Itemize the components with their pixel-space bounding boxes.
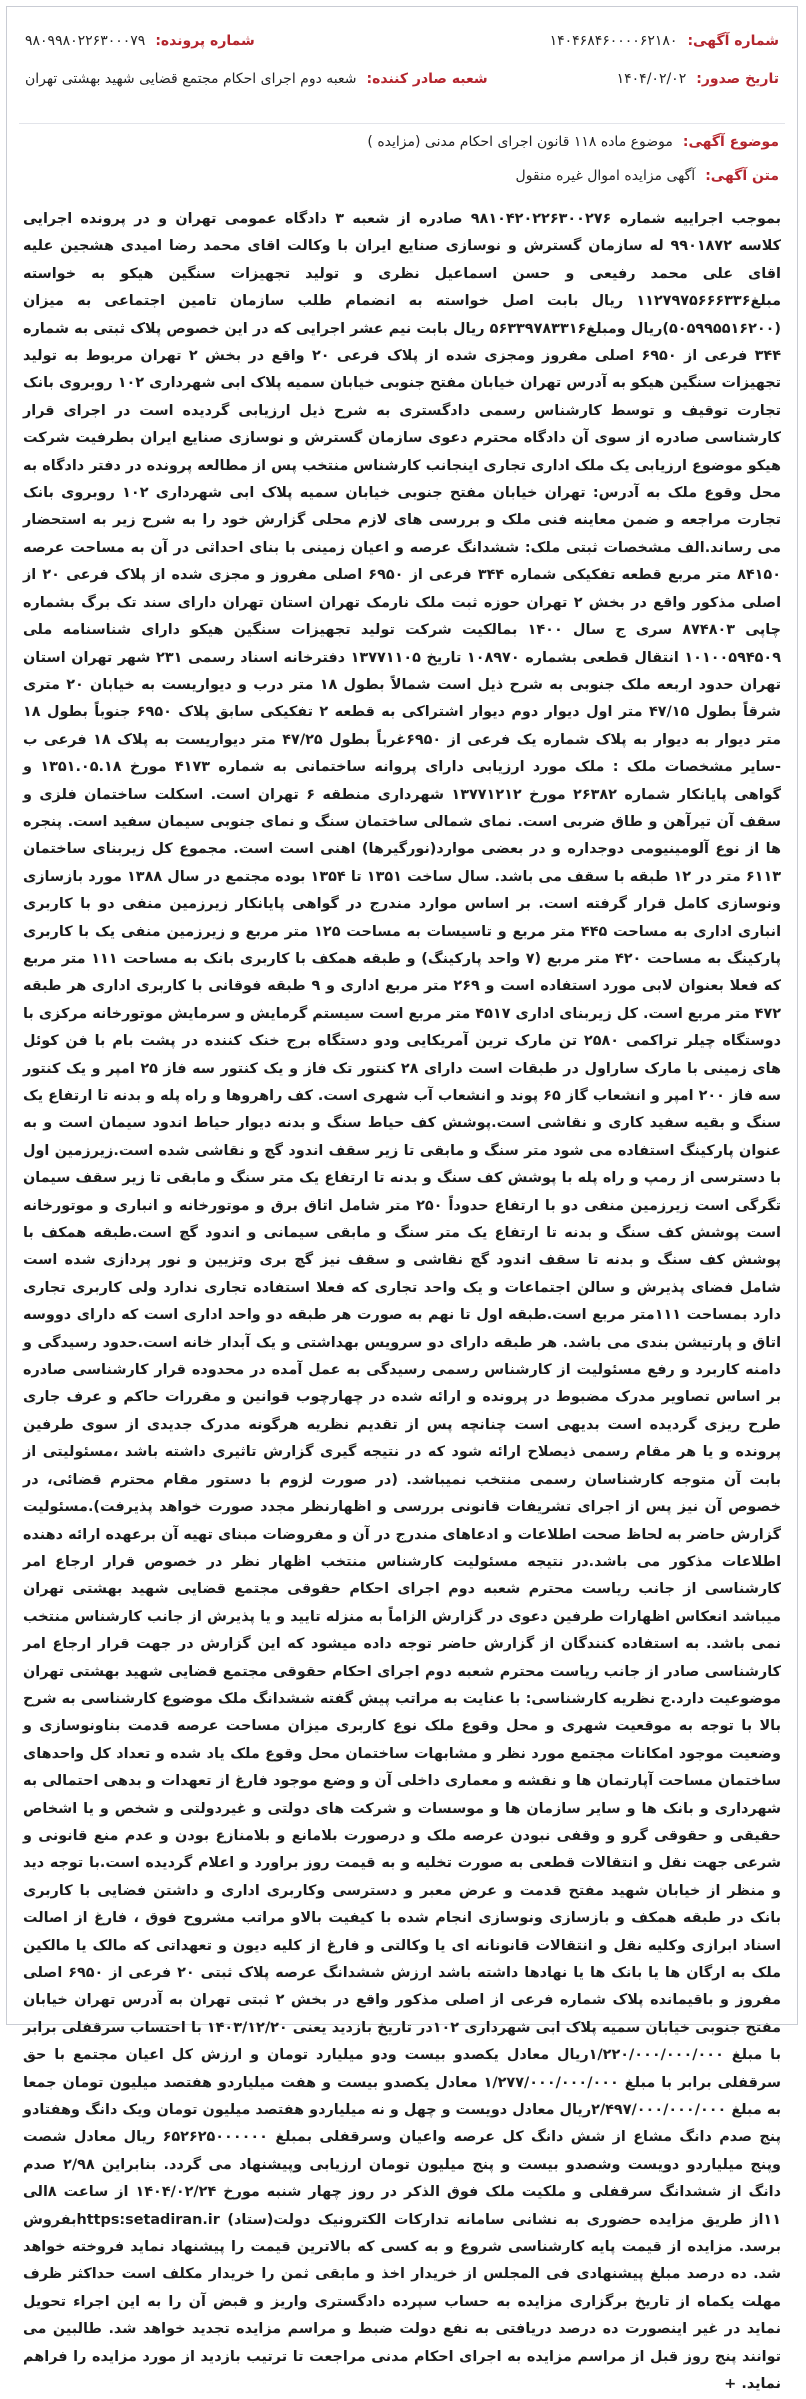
header-divider	[19, 123, 785, 124]
body-paragraph: بموجب اجراییه شماره ۹۸۱۰۴۲۰۲۲۶۳۰۰۲۷۶ صادره از شعبه ۳ دادگاه عمومی تهران و در پرونده اجرایی کلاسه ۹۹۰۱۸۷۲ له سازمان گسترش و نوسازی صنایع ایران با وکالت اقای محمد رضا امیدی هشجین علیه اقای علی محمد رفیعی و حسن اسماعیل نظری و تولید تجهیزات سنگین هیکو به خواسته مبلغ۱۱۲۷۹۷۵۶۶۶۳۳۶ ریال بابت اصل خواسته به انضمام طلب سازمان تامین اجتماعی به میزان (۵۰۵۹۹۵۵۱۶۲۰۰)ریال ومبلغ۵۶۳۳۹۷۸۳۳۱۶ ریال بابت نیم عشر اجرایی که در این خصوص پلاک ثبتی به شماره ۳۴۴ فرعی از ۶۹۵۰ اصلی مفروز ومجزی شده از پلاک فرعی ۲۰ واقع در بخش ۲ تهران مربوط به تولید تجهیزات سنگین هیکو به آدرس تهران خیابان مفتح جنوبی خیابان سمیه پلاک ابی شهرداری ۱۰۲ روبروی بانک تجارت توقیف و توسط کارشناس رسمی دادگستری به شرح ذیل ارزیابی گردیده است در اجرای قرار کارشناسی صادره از سوی آن دادگاه محترم دعوی سازمان گسترش و نوسازی صنایع ایران بطرفیت شرکت هیکو موضوع ارزیابی یک ملک اداری تجاری اینجانب کارشناس منتخب پس از مطالعه پرونده در دفتر دادگاه به محل وقوع ملک به آدرس: تهران خیابان مفتح جنوبی خیابان سمیه پلاک ابی شهرداری ۱۰۲ روبروی بانک تجارت مراجعه و ضمن معاینه فنی ملک و بررسی های لازم محلی گزارش خود را به شرح زیر به استحضار می رساند.الف مشخصات ثبتی ملک: ششدانگ عرصه و اعیان زمینی با بنای احداثی در آن به مساحت عرصه ۸۴۱۵۰ متر مربع قطعه تفکیکی شماره ۳۴۴ فرعی از ۶۹۵۰ اصلی مفروز و مجزی شده از پلاک فرعی ۲۰ از اصلی مذکور واقع در بخش ۲ تهران حوزه ثبت ملک نارمک تهران استان تهران دارای سند تک برگ بشماره چاپی ۸۷۴۸۰۳ سری ج سال ۱۴۰۰ بمالکیت شرکت تولید تجهیزات سنگین هیکو دارای شناسنامه ملی ۱۰۱۰۰۵۹۴۵۰۹ انتقال قطعی بشماره ۱۰۸۹۷۰ تاریخ ۱۳۷۷۱۱۰۵ دفترخانه اسناد رسمی ۲۳۱ شهر تهران استان تهران حدود اربعه ملک جنوبی به شرح ذیل است شمالاً بطول ۱۸ متر درب و دیواریست به خیابان ۲۰ متری شرقاً بطول ۴۷/۱۵ متر اول دیوار دوم دیوار اشتراکی به قطعه ۲ تفکیکی سابق پلاک ۶۹۵۰ جنوباً بطول ۱۸ متر دیوار به دیوار به پلاک شماره یک فرعی از ۶۹۵۰غرباً بطول ۴۷/۲۵ متر دیواریست به پلاک ۱۸ فرعی ب -سایر مشخصات ملک : ملک مورد ارزیابی دارای پروانه ساختمانی به شماره ۴۱۷۳ مورخ ۱۳۵۱.۰۵.۱۸ و گواهی پایانکار شماره ۲۶۳۸۲ مورخ ۱۳۷۷۱۲۱۲ شهرداری منطقه ۶ تهران است. اسکلت ساختمان فلزی و سقف آن تیرآهن و طاق ضربی است. نمای شمالی ساختمان سنگ و نمای جنوبی سیمان سفید است. پنجره ها از نوع آلومینیومی دوجداره و در بعضی موارد(نورگیرها) اهنی است است. مجموع کل زیربنای ساختمان ۶۱۱۳ متر در ۱۲ طبقه با سقف می باشد. سال ساخت ۱۳۵۱ تا ۱۳۵۴ بوده مجتمع در سال ۱۳۸۸ مورد بازسازی ونوسازی کامل قرار گرفته است. بر اساس موارد مندرج در گواهی پایانکار زیرزمین منفی دو با کاربری انباری اداری به مساحت ۴۴۵ متر مربع و تاسیسات به مساحت ۱۲۵ متر مربع و زیرزمین منفی یک با کاربری پارکینگ به مساحت ۴۲۰ متر مربع (۷ واحد پارکینگ) و طبقه همکف با کاربری بانک به مساحت ۱۱۱ متر مربع که فعلا بعنوان لابی مورد استفاده است و ۲۶۹ متر مربع اداری و ۹ طبقه فوقانی با کاربری اداری هر طبقه ۴۷۲ متر مربع است. کل زیربنای اداری ۴۵۱۷ متر مربع است سیستم گرمایش و سرمایش موتورخانه مرکزی با دوستگاه چیلر تراکمی ۲۵۸۰ تن مارک ترین آمریکایی ودو دستگاه برج خنک کننده در پشت بام با فن کوئل های زمینی با مارک ساراول در طبقات است دارای ۲۸ کنتور تک فاز و یک کنتور سه فاز ۲۵ امپر و یک کنتور سه فاز ۲۰۰ امپر و انشعاب گاز ۶۵ پوند و انشعاب آب شهری است. کف راهروها و راه پله و بدنه تا ارتفاع یک سنگ و بقیه سفید کاری و نقاشی است.پوشش کف حیاط سنگ و بدنه دیوار حیاط اندود سیمان است و به عنوان پارکینگ استفاده می شود متر سنگ و مابقی تا زیر سقف اندود گچ و نقاشی شده است.زیرزمین اول با دسترسی از رمپ و راه پله با پوشش کف سنگ و بدنه تا ارتفاع یک متر سنگ و مابقی تا زیر سقف سیمان تگرگی است زیرزمین منفی دو با ارتفاع حدوداً ۲۵۰ متر شامل اتاق برق و موتورخانه و انباری و موتورخانه است پوشش کف سنگ و بدنه تا ارتفاع یک متر سنگ و مابقی سیمانی و اندود گچ است.طبقه همکف با پوشش کف سنگ و بدنه تا سقف اندود گچ نقاشی و سقف نیز گچ بری وتزیین و نور پردازی شده است شامل فضای پذیرش و سالن اجتماعات و یک واحد تجاری که فعلا استفاده تجاری ندارد ولی کاربری تجاری دارد بمساحت ۱۱۱متر مربع است.طبقه اول تا نهم به صورت هر طبقه دو واحد اداری است که دارای دووسه اتاق و پارتیشن بندی می باشد. هر طبقه دارای دو سرویس بهداشتی و یک آبدار خانه است.حدود رسیدگی و دامنه کاربرد و رفع مسئولیت از کارشناس رسمی رسیدگی به عمل آمده در محدوده قرار کارشناسی صادره بر اساس تصاویر مدرک مضبوط در پرونده و ارائه شده در چهارچوب قوانین و مقررات حاکم و عرف جاری طرح ریزی گردیده است بدیهی است چنانچه پس از تقدیم نظریه هرگونه مدرک جدیدی از سوی طرفین پرونده و یا هر مقام رسمی ذیصلاح ارائه شود که در نتیجه گیری گزارش تاثیری داشته باشد ،مسئولیتی از بابت آن متوجه کارشناسان رسمی منتخب نمیباشد. (در صورت لزوم با دستور مقام محترم قضائی، در خصوص آن نیز پس از اجرای تشریفات قانونی بررسی و اظهارنظر مجدد صورت خواهد پذیرفت).مسئولیت گزارش حاضر به لحاظ صحت اطلاعات و ادعاهای مندرج در آن و مفروضات مبنای تهیه آن برعهده ارائه دهنده اطلاعات مذکور می باشد.در نتیجه مسئولیت کارشناس منتخب اظهار نظر در خصوص قرار ارجاع امر کارشناسی از جانب ریاست محترم شعبه دوم اجرای احکام حقوقی مجتمع قضایی شهید بهشتی تهران میباشد انعکاس اظهارات طرفین دعوی در گزارش الزاماً به منزله تایید و یا پذیرش از جانب کارشناس منتخب نمی باشد. به استفاده کنندگان از گزارش حاضر توجه داده میشود که این گزارش در جهت قرار ارجاع امر کارشناسی صادر از جانب ریاست محترم شعبه دوم اجرای احکام حقوقی مجتمع قضایی شهید بهشتی تهران موضوعیت دارد.ج نظریه کارشناسی: با عنایت به مراتب پیش گفته ششدانگ ملک موضوع کارشناسی به شرح بالا با توجه به موقعیت شهری و محل وقوع ملک نوع کاربری میزان مساحت عرصه قدمت بناونوسازی و وضعیت موجود امکانات مجتمع مورد نظر و مشابهات ساختمان محل وقوع ملک یاد شده و تعداد کل واحدهای ساختمان مساحت آپارتمان ها و نقشه و معماری داخلی آن و وضع موجود فارغ از تعهدات و بدهی احتمالی به شهرداری و بانک ها و سایر سازمان ها و موسسات و شرکت های دولتی و غیردولتی و شخص و یا اشخاص حقیقی و حقوقی گرو و وقفی نبودن عرصه ملک و درصورت بلامانع و بلامنازع بودن و عدم منع قانونی و شرعی جهت نقل و انتقالات قطعی به صورت تخلیه و به قیمت روز براورد و اعلام گردیده است.با توجه دید و منظر از خیابان شهید مفتح قدمت و عرض معبر و دسترسی وکاربری اداری و داشتن فضایی با کاربری بانک در طبقه همکف و بازسازی ونوسازی انجام شده با کیفیت بالاو مراتب مشروح فوق ، فارغ از اصالت اسناد ابرازی وکلیه نقل و انتقالات قانونانه ای یا وکالتی و فارغ از کلیه دیون و تعهداتی که مالک یا مالکین ملک به ارگان ها یا بانک ها یا نهادها داشته باشد ارزش ششدانگ عرصه پلاک ثبتی ۲۰ فرعی از ۶۹۵۰ اصلی مفروز و باقیمانده پلاک شماره فرعی از اصلی مذکور واقع در بخش ۲ ثبتی تهران به آدرس تهران خیابان مفتح جنوبی خیابان سمیه پلاک ابی شهرداری ۱۰۲در تاریخ بازدید یعنی ۱۴۰۳/۱۲/۲۰ با احتساب سرقفلی برابر با مبلغ ۱/۲۲۰/۰۰۰/۰۰۰/۰۰۰ریال معادل یکصدو بیست ودو میلیارد تومان و ارزش کل اعیان مجتمع با حق سرقفلی برابر با مبلغ ۱/۲۷۷/۰۰۰/۰۰۰/۰۰۰ معادل یکصدو بیست و هفت میلیاردو هفتصد میلیون تومان جمعا به مبلغ ۲/۴۹۷/۰۰۰/۰۰۰/۰۰۰ریال معادل دویست و چهل و نه میلیاردو هفتصد میلیون تومان ویک دانگ وهفتادو پنج صدم دانگ مشاع از شش دانگ کل عرصه واعیان وسرقفلی بمبلغ ۶۵۲۶۲۵۰۰۰۰۰۰ ریال معادل شصت وپنج میلیاردو دویست وشصدو بیست و پنج میلیون تومان ارزیابی وپیشنهاد می گردد. بنابراین ۲/۹۸ صدم دانگ از ششدانگ سرقفلی و ملکیت ملک فوق الذکر در روز چهار شنبه مورخ ۱۴۰۴/۰۲/۲۴ از ساعت ۸الی ۱۱از طریق مزایده حضوری به نشانی سامانه تدارکات الکترونیک دولت(ستاد) https:setadiran.irبفروش برسد. مزایده از قیمت پایه کارشناسی شروع و به کسی که بالاترین قیمت را پیشنهاد نماید فروخته خواهد شد. ده درصد مبلغ پیشنهادی فی المجلس از خریدار اخذ و مابقی ثمن را خریدار مکلف است حداکثر ظرف مهلت یکماه از تاریخ برگزاری مزایده به حساب سپرده دادگستری واریز و قبض آن را به این اجراء تحویل نماید در غیر اینصورت ده درصد دریافتی به نفع دولت ضبط و مراسم مزایده تجدید خواهد شد. طالبین می توانند پنج روز قبل از مراسم مزایده به اجرای احکام مدنی مراجعت تا ترتیب بازدید از مورد مزایده را فراهم نماید. +	[23, 211, 782, 2393]
ad-number-field	[550, 33, 779, 49]
subject-row	[7, 134, 797, 168]
header-row-2	[25, 71, 779, 109]
subject-value: موضوع ماده ۱۱۸ قانون اجرای احکام مدنی (مزایده )	[367, 134, 673, 150]
notice-body-text	[23, 206, 781, 2399]
text-heading-value: آگهی مزایده اموال غیره منقول	[515, 168, 696, 184]
ad-number-label: شماره آگهی:	[687, 33, 779, 49]
issuing-branch-value: شعبه دوم اجرای احکام مجتمع قضایی شهید بهشتی تهران	[25, 71, 357, 87]
issue-date-value: ۱۴۰۴/۰۲/۰۲	[616, 71, 687, 87]
case-number-label: شماره پرونده:	[155, 33, 255, 49]
issue-date-field	[617, 71, 779, 87]
subject-label: موضوع آگهی:	[682, 134, 779, 150]
case-number-value: ۹۸۰۹۹۸۰۲۲۶۳۰۰۰۷۹	[25, 33, 146, 49]
issuing-branch-label: شعبه صادر کننده:	[366, 71, 488, 87]
notice-header	[7, 7, 797, 109]
text-heading-label: متن آگهی:	[705, 168, 779, 184]
header-row-1	[25, 33, 779, 71]
notice-body	[7, 202, 797, 2399]
issue-date-label: تاریخ صدور:	[696, 71, 779, 87]
case-number-field	[25, 33, 255, 49]
text-heading-row	[7, 168, 797, 202]
notice-card	[6, 6, 798, 2393]
issuing-branch-field	[25, 71, 488, 87]
ad-number-value: ۱۴۰۴۶۸۴۶۰۰۰۰۶۲۱۸۰	[549, 33, 678, 49]
